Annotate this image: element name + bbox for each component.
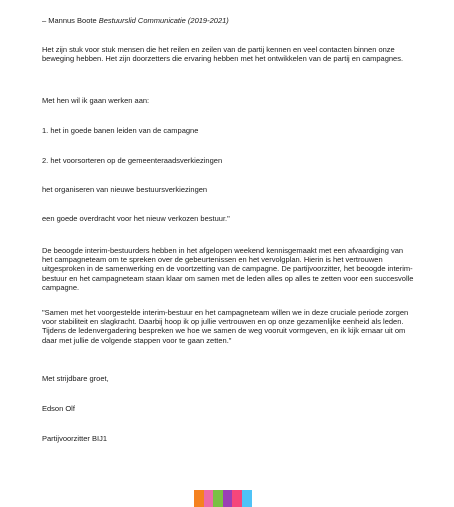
quote-paragraph: "Samen met het voorgestelde interim-bestuur en het campagneteam willen we in deze cruciale periode zorgen voor stabiliteit en slagkracht. Daarbij hoop ik op jullie vertrouwen en op onze gezamenlijke eenheid als leden. Tijdens de ledenvergadering bespreken we hoe we samen de weg vooruit vormgeven, en ik kijk ernaar uit om daar met jullie de volgende stappen voor te gaan zetten." [42, 308, 409, 345]
logo-color-bar [204, 490, 214, 507]
footer-color-logo [194, 490, 252, 507]
goal-item: 2. het voorsorteren op de gemeenteraadsverkiezingen [42, 156, 223, 165]
status-paragraph: De beoogde interim-bestuurders hebben in het afgelopen weekend kennisgemaakt met een afvaardiging van het campagneteam om te spreken over de gebeurtenissen en het vervolgplan. Hierin is het vertrouwen uitgesproken in de samenwerking en de voortzetting van de campagne. De partijvoorzitter, het beoogde interim-bestuur en het campagneteam staan klaar om samen met de leden alles op alles te zetten voor een succesvolle campagne. [42, 246, 414, 292]
logo-color-bar [213, 490, 223, 507]
closing-greeting: Met strijdbare groet, [42, 374, 109, 383]
intro-paragraph: Het zijn stuk voor stuk mensen die het reilen en zeilen van de partij kennen en veel contacten binnen onze beweging hebben. Het zijn doorzetters die ervaring hebben met het ontwikkelen van de partij en campagnes. [42, 45, 404, 64]
logo-color-bar [223, 490, 233, 507]
signatory-title: Partijvoorzitter BIJ1 [42, 434, 108, 443]
attribution-role: Bestuurslid Communicatie (2019-2021) [98, 16, 229, 25]
logo-color-bar [194, 490, 204, 507]
attribution-name: – Mannus Boote [42, 16, 99, 25]
logo-color-bar [242, 490, 252, 507]
goal-item: het organiseren van nieuwe bestuursverkiezingen [42, 185, 208, 194]
logo-color-bar [232, 490, 242, 507]
attribution-line [42, 16, 229, 25]
lead-paragraph: Met hen wil ik gaan werken aan: [42, 96, 150, 105]
goal-item: 1. het in goede banen leiden van de campagne [42, 126, 199, 135]
signatory-name: Edson Olf [42, 404, 75, 413]
goal-item: een goede overdracht voor het nieuw verkozen bestuur." [42, 214, 230, 223]
